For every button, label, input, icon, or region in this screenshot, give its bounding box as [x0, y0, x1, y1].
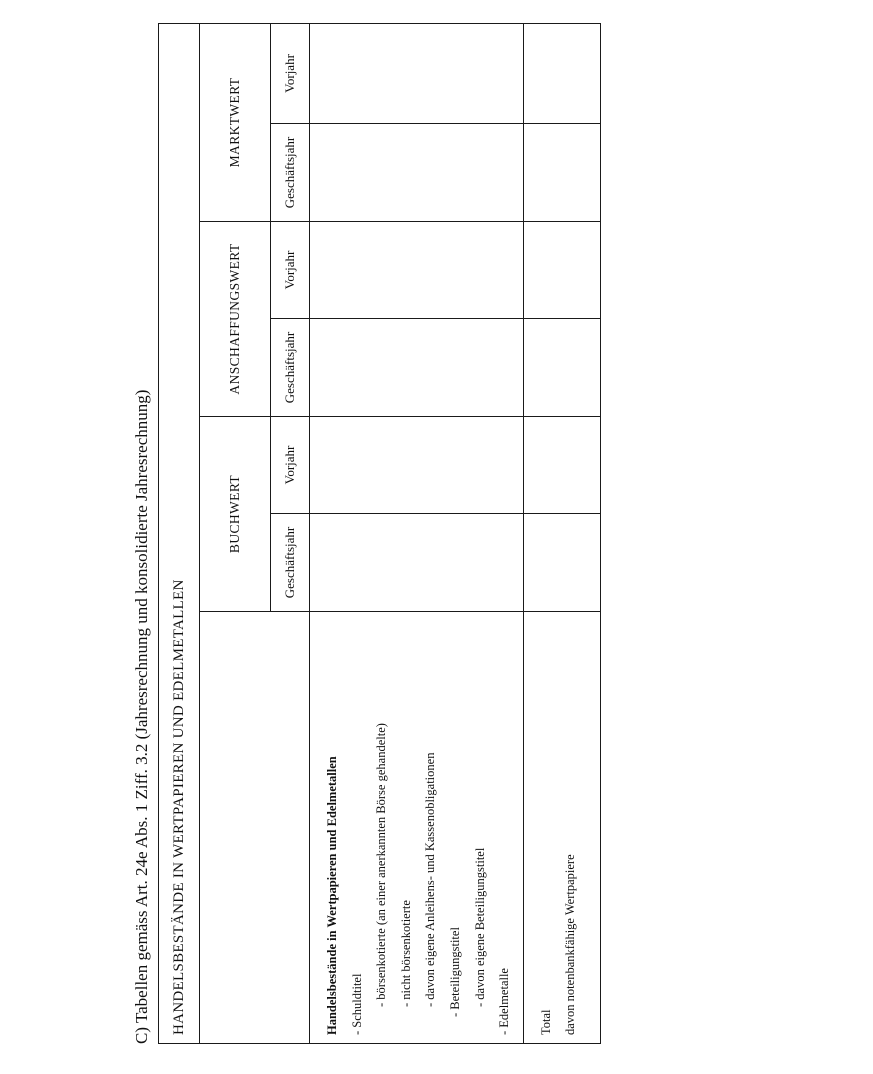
row-label-edelmetalle: - Edelmetalle: [497, 968, 512, 1035]
subheader-marktwert-geschaeftsjahr: Geschäftsjahr: [271, 124, 310, 222]
data-cell: [310, 124, 524, 222]
total-row-labels: [523, 612, 600, 1044]
group-heading-marktwert: MARKTWERT: [200, 23, 271, 221]
subheader-buchwert-vorjahr: Vorjahr: [271, 417, 310, 514]
row-label-eigene-anleihen: - davon eigene Anleihens- und Kassenobligationen: [423, 752, 438, 1007]
data-cell: [523, 124, 600, 222]
row-label-schuldtitel: - Schuldtitel: [349, 973, 364, 1035]
row-label-total: Total: [538, 1009, 553, 1035]
data-cell: [310, 319, 524, 417]
data-cell: [310, 23, 524, 123]
row-label-nicht-boersenkotierte: - nicht börsenkotierte: [398, 900, 413, 1007]
data-cell: [310, 222, 524, 319]
total-rows: [523, 23, 600, 1043]
group-heading-anschaffungswert: ANSCHAFFUNGSWERT: [200, 222, 271, 417]
row-label-boersenkotierte: - börsenkotierte (an einer anerkannten Börse gehandelte): [374, 723, 389, 1007]
corner-cell: [200, 612, 310, 1044]
row-label-notenbankfaehige: davon notenbankfähige Wertpapiere: [563, 854, 578, 1035]
row-label-handelsbestaende: Handelsbestände in Wertpapieren und Edelmetallen: [325, 756, 339, 1035]
holdings-table: [158, 23, 601, 1044]
document-title: C) Tabellen gemäss Art. 24e Abs. 1 Ziff. 3.2 (Jahresrechnung und konsolidierte Jahresrechnung): [132, 389, 151, 1044]
data-cell: [523, 319, 600, 417]
subheader-anschaffungswert-geschaeftsjahr: Geschäftsjahr: [271, 319, 310, 417]
main-row-labels: [310, 612, 524, 1044]
data-cell: [523, 23, 600, 123]
row-label-beteiligungstitel: - Beteiligungstitel: [447, 927, 462, 1017]
data-cell: [310, 514, 524, 612]
group-heading-buchwert: BUCHWERT: [200, 417, 271, 612]
data-cell: [523, 514, 600, 612]
subheader-anschaffungswert-vorjahr: Vorjahr: [271, 222, 310, 319]
section-heading: HANDELSBESTÄNDE IN WERTPAPIEREN UND EDELMETALLEN: [159, 23, 200, 1043]
section-heading-row: [159, 23, 200, 1043]
row-label-eigene-beteiligungstitel: - davon eigene Beteiligungstitel: [472, 847, 487, 1007]
main-rows: [310, 23, 524, 1043]
rotated-page: [130, 24, 578, 1044]
group-heading-row: [200, 23, 271, 1043]
subheader-marktwert-vorjahr: Vorjahr: [271, 23, 310, 123]
data-cell: [523, 417, 600, 514]
subheader-buchwert-geschaeftsjahr: Geschäftsjahr: [271, 514, 310, 612]
data-cell: [310, 417, 524, 514]
data-cell: [523, 222, 600, 319]
